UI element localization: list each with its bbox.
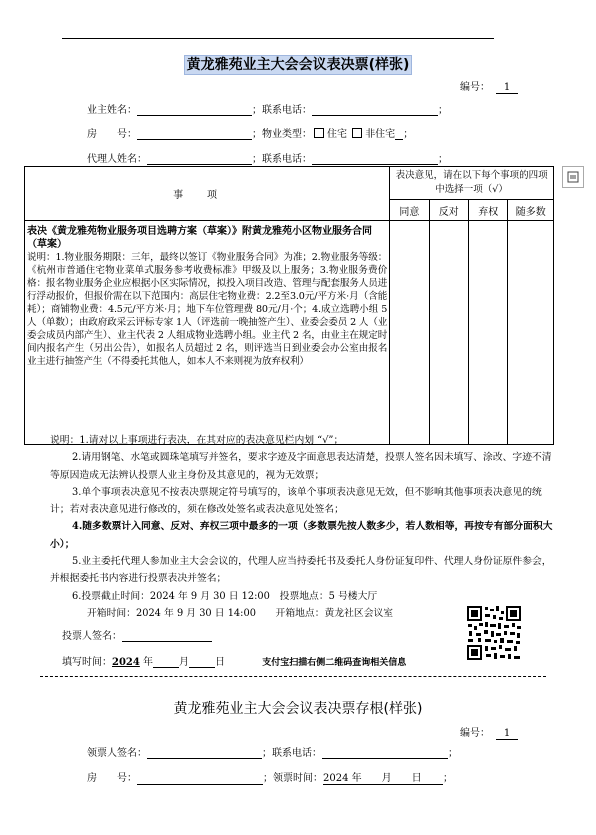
stub-room-field[interactable] xyxy=(137,783,263,785)
room-row: 房 号： ；物业类型： 住宅 非住宅 ； xyxy=(87,129,414,140)
note-2: 2.请用钢笔、水笔或圆珠笔填写并签名，要求字迹及字面意思表达清楚，投票人签名因未填写、涂改、字迹不清等原因造成无法辨认投票人业主身份及其意见的，视为无效票； xyxy=(50,452,552,481)
oppose-cell[interactable] xyxy=(429,221,468,445)
agent-row: 代理人姓名： ；联系电话： ； xyxy=(87,154,448,165)
note-5: 5.业主委托代理人参加业主大会会议的，代理人应当持委托书及委托人身份证复印件、代理人身份证原件参会，并根据委托书内容进行投票表决并签名； xyxy=(50,556,552,585)
owner-row: 业主姓名： ；联系电话： ； xyxy=(87,105,448,116)
oppose-header: 反对 xyxy=(429,200,468,221)
fill-year: 2024 xyxy=(112,657,140,668)
agree-cell[interactable] xyxy=(390,221,429,445)
agree-header: 同意 xyxy=(390,200,429,221)
alipay-note: 支付宝扫描右侧二维码查询相关信息 xyxy=(262,658,407,668)
non-residential-checkbox[interactable] xyxy=(352,128,362,138)
item-description: 说明：1.物业服务期限：三年，最终以签订《物业服务合同》为准；2.物业服务等级：《杭州市普通住宅物业菜单式服务参考收费标准》甲级及以上服务；3.物业服务费价格：报名物业服务企业应根据小区实际情况，拟投入项目改造、管理与配套服务人员进行浮动报价，但报价需在以下范围内：高层住宅物业费：2.2至3.0元/平方米·月（含能耗）；商铺物业费：4.5元/平方米·月；地下车位管理费 80元/月·个；4.成立选聘小组 5 人（单数）；由政府政采云评标专家 1人（评选前一晚抽签产生）、业委会委员 2 人（业委会成员内部产生）、业主代表 2 人组成物业选聘小组。业主代 2 名，由业主在规定时间内报名产生（另出公告），如报名人员超过 2 名，则评选当日到业委会办公室由报名业主进行抽签产生（不得委托其他人，如本人不来则视为放弃权利） xyxy=(27,252,388,367)
stub-phone-field[interactable] xyxy=(322,757,448,759)
voter-sign-row: 投票人签名： xyxy=(62,627,212,642)
stub-serial-number: 编号： 1 xyxy=(460,724,518,740)
note-6: 6.投票截止时间：2024 年 9 月 30 日 12:00 投票地点：5 号楼大厅 xyxy=(72,590,378,602)
fill-time-row: 填写时间：2024 年 月 日 支付宝扫描右侧二维码查询相关信息 xyxy=(62,657,407,668)
opinion-header: 表决意见，请在以下每个事项的四项中选择一项（√） xyxy=(390,167,554,200)
stub-serial-value: 1 xyxy=(496,728,518,740)
majority-header: 随多数 xyxy=(508,200,554,221)
stub-title: 黄龙雅苑业主大会会议表决票存根(样张) xyxy=(173,701,423,717)
room-field[interactable] xyxy=(137,138,252,140)
note-1: 说明：1.请对以上事项进行表决，在其对应的表决意见栏内划 “√”； xyxy=(50,435,344,446)
instructions xyxy=(50,432,560,622)
stub-time-field[interactable]: 2024 年 月 日 xyxy=(323,769,443,785)
note-3: 3.单个事项表决意见不按表决票规定符号填写的，该单个事项表决意见无效，但不影响其他事项表决意见的统计；若对表决意见进行修改的，须在修改处签名或表决意见处签名； xyxy=(50,486,542,516)
fill-day-field[interactable] xyxy=(189,666,215,668)
serial-number: 编号： 1 xyxy=(460,78,518,94)
owner-phone-field[interactable] xyxy=(312,114,438,116)
voting-table xyxy=(24,166,554,445)
scan-icon[interactable] xyxy=(562,166,584,188)
note-4: 4.随多数票计入同意、反对、弃权三项中最多的一项（多数票先按人数多少，若人数相等，再按专有部分面积大小）； xyxy=(50,521,553,550)
ballot-title: 黄龙雅苑业主大会会议表决票(样张) xyxy=(0,54,596,74)
serial-value: 1 xyxy=(496,82,518,94)
residential-checkbox[interactable] xyxy=(314,128,324,138)
fill-month-field[interactable] xyxy=(153,666,179,668)
note-7: 开箱时间：2024 年 9 月 30 日 14:00 开箱地点：黄龙社区会议室 xyxy=(87,607,394,619)
top-rule xyxy=(62,38,494,39)
agent-name-field[interactable] xyxy=(147,163,252,165)
voter-sign-field[interactable] xyxy=(122,640,212,642)
tear-line xyxy=(40,676,546,677)
majority-cell[interactable] xyxy=(508,221,554,445)
abstain-cell[interactable] xyxy=(469,221,508,445)
agent-phone-field[interactable] xyxy=(312,163,438,165)
item-title: 表决《黄龙雅苑物业服务项目选聘方案（草案）》附黄龙雅苑小区物业服务合同（草案） xyxy=(27,226,372,250)
item-column-header: 事项 xyxy=(25,167,390,221)
stub-receiver-field[interactable] xyxy=(147,757,262,759)
qr-code-icon[interactable] xyxy=(466,605,522,661)
stub-room-row: 房 号： ；领票时间：2024 年 月 日 ； xyxy=(87,769,453,785)
abstain-header: 弃权 xyxy=(469,200,508,221)
stub-receiver-row: 领票人签名： ；联系电话： ； xyxy=(87,748,458,759)
item-cell xyxy=(25,221,390,445)
owner-name-field[interactable] xyxy=(137,114,252,116)
